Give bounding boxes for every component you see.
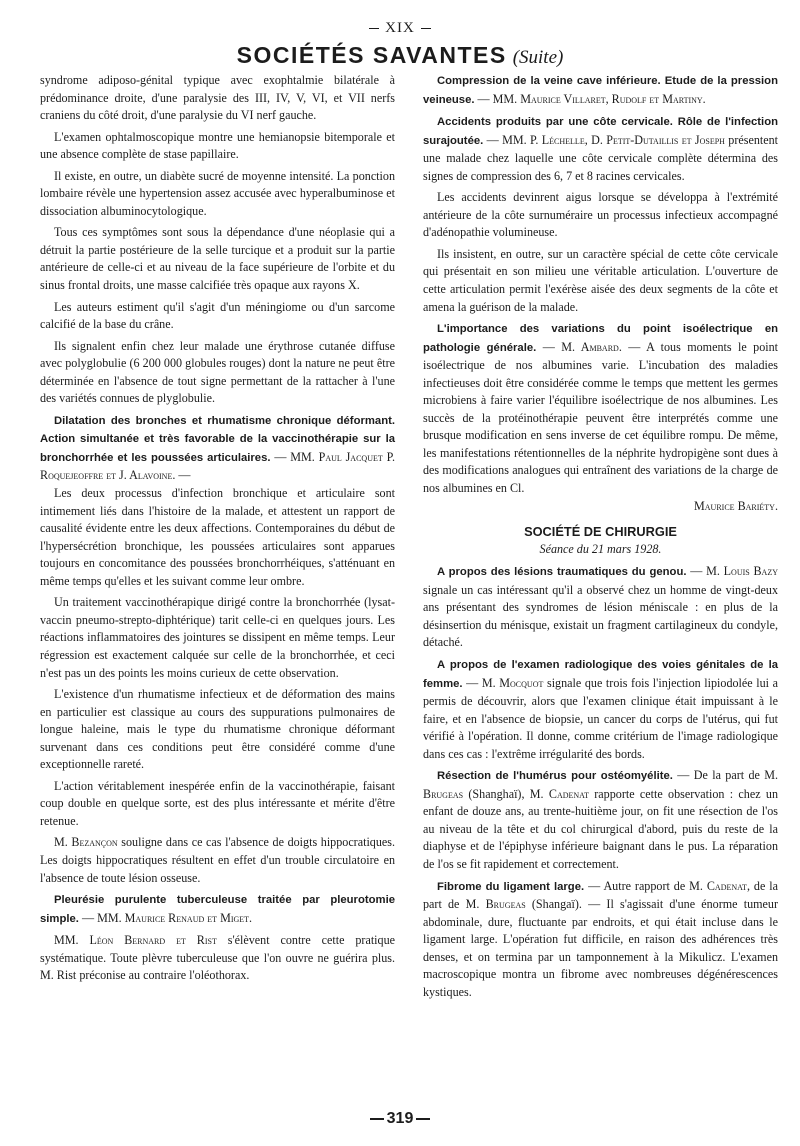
separator-dash: —: [584, 878, 604, 893]
paragraph-text: souligne dans ce cas l'absence de doigts hippocratiques. Les doigts hippocratiques résultent en effet d'un trouble circulatoire en l'absence de toute lésion osseuse.: [40, 835, 395, 885]
paragraph-text: De la part de M.: [693, 768, 779, 783]
society-heading: SOCIÉTÉ DE CHIRURGIE: [524, 524, 677, 540]
separator-dash: —: [483, 132, 503, 147]
article-authors: MM. P. Léchelle, D. Petit-Dutaillis et Joseph: [502, 132, 725, 147]
paragraph-text: , de la part de M.: [423, 878, 778, 912]
article-authors: Cadenat: [706, 878, 747, 893]
paragraph: Il existe, en outre, un diabète sucré de moyenne intensité. La ponction lombaire révèle une hypertension assez accusée avec hyperalbuminose et dissociation albuminocytologique.: [40, 168, 395, 218]
article-title: Compression de la veine cave inférieure. Etude de la pression veineuse.: [423, 75, 778, 106]
paragraph: Les auteurs estiment qu'il s'agit d'un méningiome ou d'un sarcome calcifié de la base du crâne.: [40, 299, 395, 332]
article-authors: MM. Paul Jacquet P. Roquejeoffre et J. Alavoine.: [40, 449, 395, 483]
article-title: Accidents produits par une côte cervicale. Rôle de l'infection surajoutée.: [423, 116, 778, 147]
article-title: Dilatation des bronches et rhumatisme chronique déformant. Action simultanée et très favorable de la vaccinothérapie sur la bronchorrhée et les poussées articulaires.: [40, 414, 395, 464]
dash-rule: [416, 1118, 430, 1120]
session-date: Séance du 21 mars 1928.: [539, 541, 662, 556]
paragraph: Les accidents devinrent aigus lorsque se développa à l'extrémité antérieure de la côte surnuméraire un processus infectieux accompagné d'adénopathie volumineuse.: [423, 190, 778, 240]
section-suite: (Suite): [512, 47, 564, 68]
separator-dash: —: [270, 449, 291, 464]
article-entry: [423, 878, 778, 1002]
paragraph: Un traitement vaccinothérapique dirigé contre la bronchorrhée (lysat-vaccin pneumo-strepto-diphtérique) tarit celle-ci en quelques jours. Les réactions inflammatoires des jointures se dissipent en même temps. Leur régression est exactement calquée sur celle de la bronchorrhée, et ceci n'est pas un des points les moins curieux de cette observation.: [40, 595, 395, 680]
article-title: A propos des lésions traumatiques du genou.: [437, 566, 687, 579]
paragraph: syndrome adiposo-génital typique avec exophtalmie bilatérale à prédominance droite, d'une paralysie des III, IV, V, VI, et VII nerfs craniens du côté droit, d'une paralysie du VI nerf gauche.: [40, 73, 395, 123]
article-title: L'importance des variations du point isoélectrique en pathologie générale.: [423, 323, 778, 354]
article-title: Pleurésie purulente tuberculeuse traitée par pleurotomie simple.: [40, 894, 395, 925]
roman-page-number: [0, 20, 800, 37]
dash-rule: [369, 28, 379, 29]
separator-dash: —: [672, 768, 694, 783]
article-entry: [423, 113, 778, 185]
article-authors: M. Louis Bazy: [706, 564, 779, 579]
section-heading: [0, 42, 800, 69]
separator-dash: —: [536, 339, 562, 354]
paragraph: [40, 834, 395, 887]
paragraph-text: (Shangaï). — Il s'agissait d'une énorme tumeur abdominale, dure, fluctuante par endroits, et qui était incluse dans le ligament large. L'opération fut difficile, en raison des adhérences très denses, et on termina par un tamponnement à la Mikulicz. L'examen macroscopique montra un fibrome avec nombreuses dégénérescences kystiques.: [423, 897, 778, 999]
separator-dash: —: [175, 468, 191, 483]
paragraph: Ils signalent enfin chez leur malade une érythrose cutanée diffuse avec polyglobulie (6 200 000 globules rouges) dont la nature ne peut être déterminée en l'absence de tout signe permettant de la rattacher à l'une des variétés connues de plyglobulie.: [40, 338, 395, 406]
article-authors: M. Mocquot: [481, 675, 544, 690]
paragraph-text: — A tous moments le point isoélectrique de nos albumines varie. L'incubation des maladies infectieuses doit être considérée comme le temps que mettent les germes microbiens à faire varier l'équilibre isoélectrique de nos albumines. Les succès de la protéinothérapie peuvent être interprétés comme une brusque modification en sens inverse de cet équilibre rompu. De même, les manifestations rétentionnelles de la néphrite hydropigène sont dues à des modifications analogues qui entraînent des variations de la charge de nos albumines en Cl.: [423, 339, 779, 496]
paragraph: L'examen ophtalmoscopique montre une hemianopsie bitemporale et une absence complète de stase papillaire.: [40, 129, 395, 162]
paragraph-text: rapporte cette observation : chez un enfant de douze ans, au trente-huitième jour, on fit une résection de l'os au niveau de la tête et du col chirurgical d'abord, puis du reste de la diaphyse et de l'épiphyse inférieure baignant dans le pus. La réparation de l'os se fit rapidement et correctement.: [423, 786, 778, 871]
separator-dash: —: [474, 91, 493, 106]
article-entry: [40, 891, 395, 928]
article-title: A propos de l'examen radiologique des voies génitales de la femme.: [423, 658, 778, 690]
article-title: Résection de l'humérus pour ostéomyélite.: [437, 770, 673, 783]
article-authors: MM. Maurice Villaret, Rudolf et Martiny.: [492, 91, 706, 106]
paragraph: Tous ces symptômes sont sous la dépendance d'une néoplasie qui a détruit la partie postérieure de la selle turcique et a produit sur la partie antérieure de celle-ci et au niveau de la face supérieure de l'orbite et du sinus frontal droits, une masse calcifiée très opaque aux rayons X.: [40, 225, 395, 293]
article-authors: Brugeas: [485, 897, 526, 912]
paragraph-text: présentent une malade chez laquelle une côte cervicale complète détermina des signes de compression des 6, 7 et 8 racines cervicales.: [423, 132, 778, 183]
article-entry: [423, 72, 778, 109]
left-column: [40, 72, 395, 985]
section-title: SOCIÉTÉS SAVANTES: [236, 42, 507, 68]
roman-page-number-text: XIX: [385, 20, 415, 36]
dash-rule: [421, 28, 431, 29]
article-entry: [423, 320, 778, 497]
paragraph-text: s'élèvent contre cette pratique systématique. Toute plèvre tuberculeuse que l'on ouvre ne guérira plus. M. Rist préconise au contraire l'oléothorax.: [40, 933, 395, 983]
paragraph: Ils insistent, en outre, sur un caractère spécial de cette côte cervicale qui présentait en son milieu une véritable articulation. L'ouverture de cette articulation permit l'exérèse aisée des deux segments de la côte et amena la guérison de la malade.: [423, 246, 778, 314]
article-entry: [40, 412, 395, 485]
discussant-name: MM. Léon Bernard et Rist: [54, 933, 217, 948]
article-authors: Brugeas: [423, 786, 464, 801]
paragraph: L'existence d'un rhumatisme infectieux et de déformation des mains en particulier est classique au cours des suppurations pulmonaires de longue haleine, mais le type du rhumatisme chronique déformant survenant dans ces conditions peut être considéré comme d'une exceptionnelle rareté.: [40, 687, 395, 772]
article-authors: M. Ambard.: [561, 339, 622, 354]
article-entry: [423, 656, 778, 763]
paragraph: [40, 932, 395, 985]
article-entry: [423, 563, 778, 652]
paragraph-text: signale un cas intéressant qu'il a observé chez un homme de vingt-deux ans présentant des syndromes de lésion méniscale : en plus de la désinsertion du ménisque, existait un fragment cartilagineux du condyle, détaché.: [423, 582, 778, 650]
separator-dash: —: [78, 910, 98, 925]
separator-dash: —: [686, 564, 707, 579]
article-entry: [423, 767, 778, 873]
right-column: [423, 72, 778, 1001]
dash-rule: [370, 1118, 384, 1120]
page-folio: [0, 1110, 800, 1128]
paragraph: Les deux processus d'infection bronchique et articulaire sont intimement liés dans l'histoire de la malade, et attestent un rapport de causalité évidente entre les deux affections. Contemporaines du début de l'hypersécrétion bronchique, les poussées articulaires sont apparues toujours en concomitance des poussées bronchorrhéiques, s'atténuant en même temps qu'elles et les suivant comme leur ombre.: [40, 486, 395, 588]
paragraph-text: Autre rapport de M.: [603, 878, 707, 893]
separator-dash: —: [462, 675, 482, 690]
paragraph-text: (Shanghaï), M.: [463, 786, 549, 801]
paragraph: L'action véritablement inespérée enfin de la vaccinothérapie, faisant coup double en quelque sorte, est des plus intéressante et mérite d'être retenue.: [40, 778, 395, 828]
article-authors: MM. Maurice Renaud et Miget.: [97, 910, 253, 925]
paragraph-text: signale que trois fois l'injection lipiodolée lui a permis de découvrir, alors que l'examen clinique était impuissant à le faire, et en l'absence de biopsie, un cancer du corps de l'utérus, qui fut vérifié à l'opération. Il donne, comme critérium de l'image radiologique dans ces cas : l'extrême irrégularité des bords.: [423, 675, 779, 761]
signature: Maurice Bariéty.: [694, 498, 778, 513]
article-title: Fibrome du ligament large.: [437, 880, 585, 893]
article-authors: Cadenat: [548, 786, 589, 801]
discussant-name: M. Bezançon: [54, 835, 118, 850]
folio-number: 319: [386, 1110, 414, 1127]
